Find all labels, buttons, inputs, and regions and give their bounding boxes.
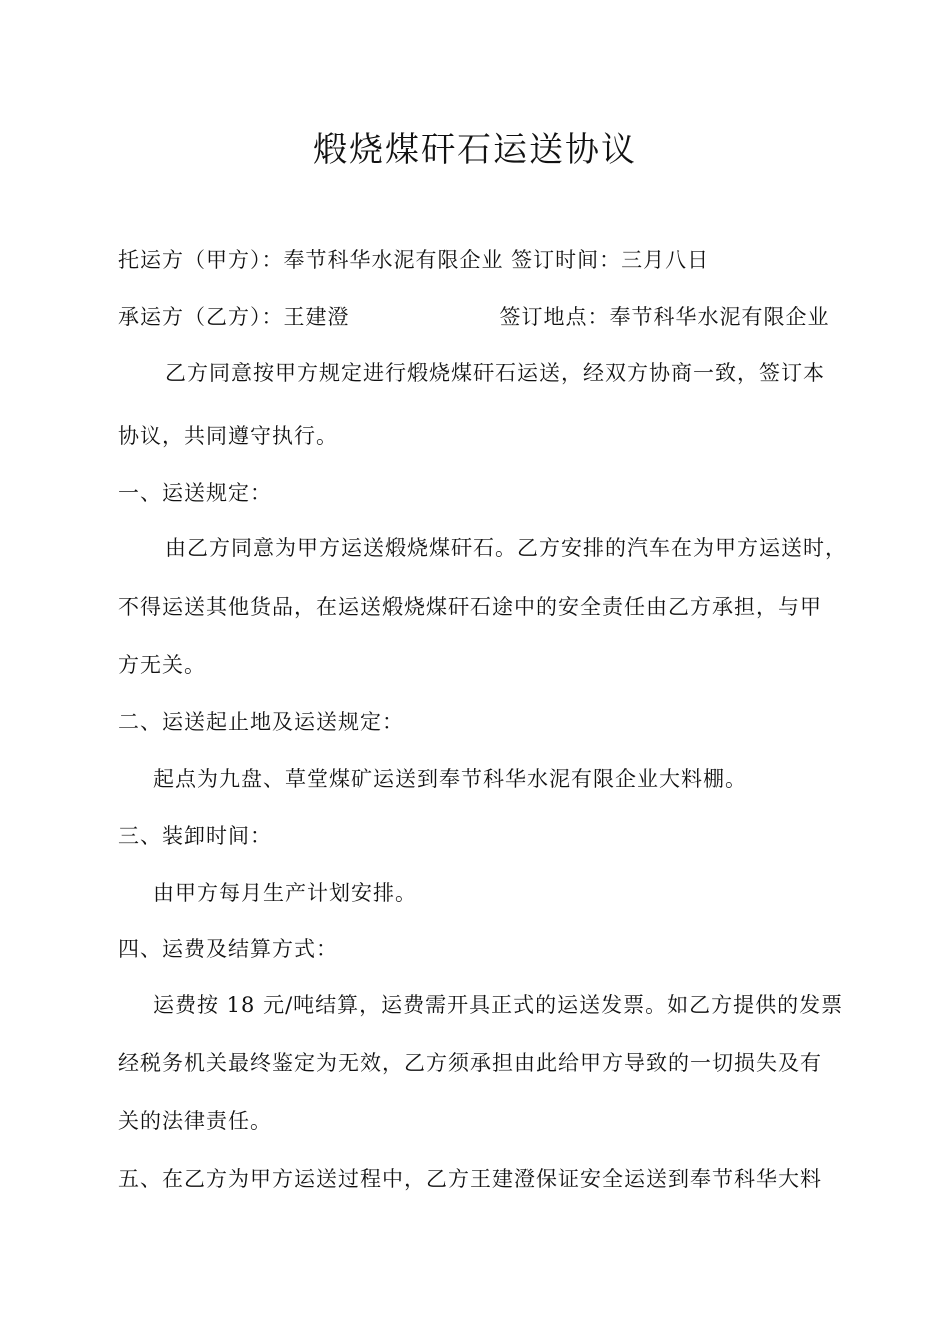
carrier-label: 承运方（乙方）：王建澄 (118, 305, 350, 329)
section-4-body-line-3: 关的法律责任。 (118, 1109, 272, 1133)
section-4-body-line-1: 运费按 18 元/吨结算，运费需开具正式的运送发票。如乙方提供的发票 (153, 993, 844, 1017)
section-1-body-line-3: 方无关。 (118, 653, 206, 677)
section-4-heading: 四、运费及结算方式： (118, 937, 338, 961)
carrier-line (118, 302, 858, 332)
section-3-body: 由甲方每月生产计划安排。 (153, 881, 417, 905)
section-3-heading: 三、装卸时间： (118, 824, 272, 848)
section-2-heading: 二、运送起止地及运送规定： (118, 710, 404, 734)
section-1-heading: 一、运送规定： (118, 481, 272, 505)
sign-place: 签订地点：奉节科华水泥有限企业 (499, 305, 830, 329)
intro-line-2: 协议，共同遵守执行。 (118, 424, 338, 448)
section-5-body-line-1: 五、在乙方为甲方运送过程中，乙方王建澄保证安全运送到奉节科华大料 (118, 1167, 822, 1191)
section-1-body-line-1: 由乙方同意为甲方运送煅烧煤矸石。乙方安排的汽车在为甲方运送时， (165, 536, 847, 560)
section-4-body-line-2: 经税务机关最终鉴定为无效，乙方须承担由此给甲方导致的一切损失及有 (118, 1051, 822, 1075)
intro-line-1: 乙方同意按甲方规定进行煅烧煤矸石运送，经双方协商一致，签订本 (165, 361, 825, 385)
document-title: 煅烧煤矸石运送协议 (313, 130, 637, 170)
section-2-body: 起点为九盘、草堂煤矿运送到奉节科华水泥有限企业大料棚。 (153, 767, 747, 791)
section-1-body-line-2: 不得运送其他货品，在运送煅烧煤矸石途中的安全责任由乙方承担，与甲 (118, 595, 822, 619)
shipper-line: 托运方（甲方）：奉节科华水泥有限企业 签订时间：三月八日 (118, 248, 710, 272)
